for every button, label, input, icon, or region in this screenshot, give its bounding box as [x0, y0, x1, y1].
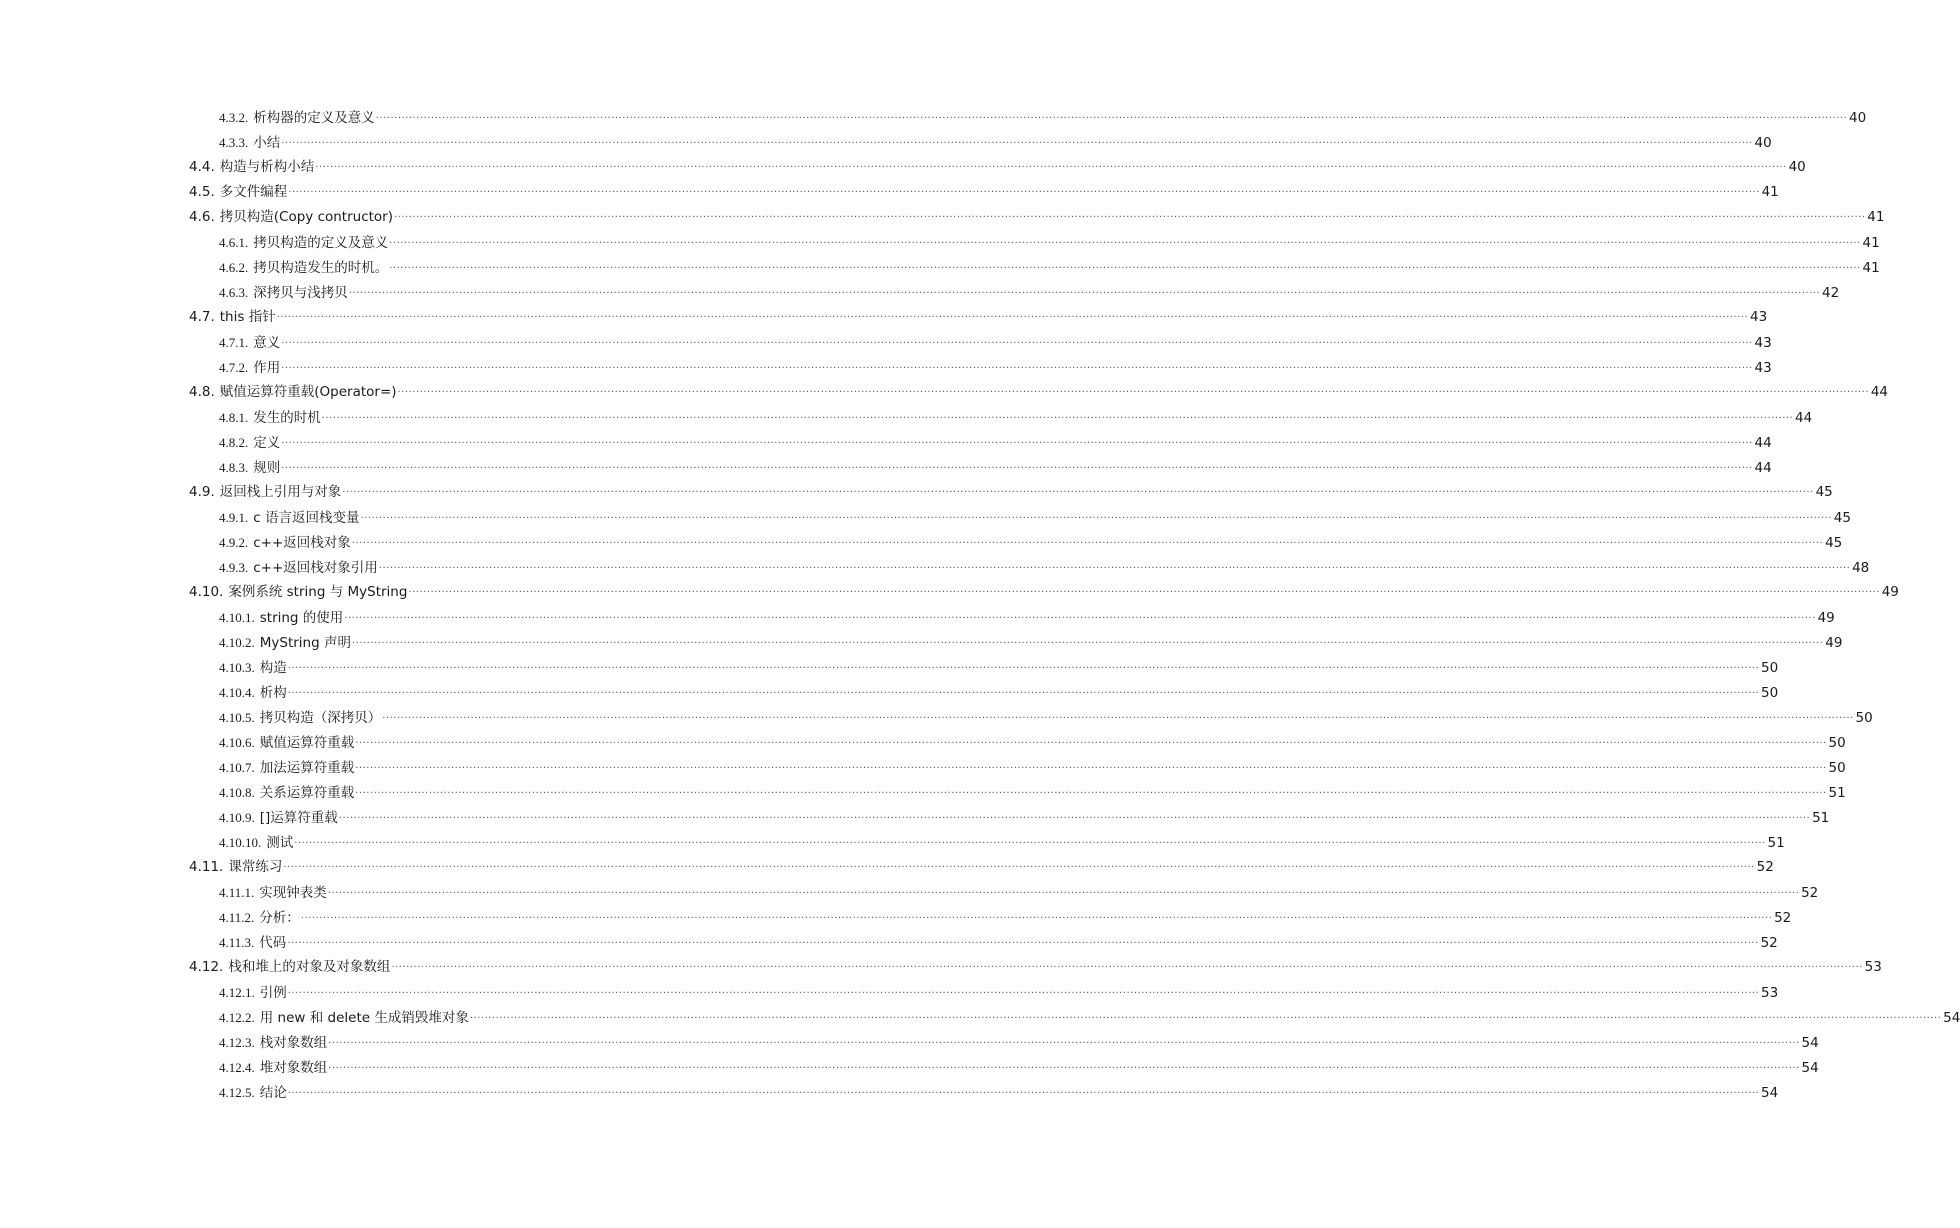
toc-page-number: 42 — [1822, 285, 1840, 301]
toc-entry-number: 4.10.5. — [219, 710, 255, 725]
toc-entry[interactable] — [0, 755, 1846, 780]
toc-dot-leader: ················································································································································································································································································································································································································ — [344, 613, 1816, 624]
toc-entry-title: 赋值运算符重载(Operator=) — [219, 384, 397, 400]
toc-dot-leader: ················································································································································································································································································································································································································ — [469, 1013, 1942, 1024]
toc-page-number: 54 — [1943, 1010, 1960, 1026]
toc-dot-leader: ················································································································································································································································································································································································································ — [394, 212, 1866, 223]
toc-entry[interactable] — [0, 655, 1779, 680]
toc-page-number: 40 — [1788, 159, 1806, 175]
toc-entry-number: 4.9.1. — [219, 510, 249, 525]
toc-entry-body — [223, 855, 1773, 881]
toc-dot-leader: ················································································································································································································································································································································································································ — [342, 487, 1814, 498]
toc-entry-title: 构造与析构小结 — [219, 159, 315, 175]
toc-dot-leader: ················································································································································································································································································································································································································ — [287, 663, 1760, 674]
toc-entry-body — [248, 131, 1771, 157]
toc-entry-number: 4.7.2. — [219, 360, 249, 375]
toc-dot-leader: ················································································································································································································································································································································································································ — [382, 713, 1854, 724]
toc-dot-leader: ················································································································································································································································································································································································································ — [283, 862, 1755, 873]
toc-entry-number: 4.12.5. — [219, 1085, 255, 1100]
toc-entry-number: 4.4. — [189, 159, 215, 175]
toc-dot-leader: ················································································································································································································································································································································································································ — [288, 187, 1760, 198]
toc-entry-body — [248, 331, 1771, 357]
toc-entry[interactable] — [0, 1080, 1779, 1105]
toc-dot-leader: ················································································································································································································································································································································································································ — [281, 463, 1753, 474]
toc-entry[interactable] — [0, 430, 1772, 455]
toc-page-number: 44 — [1870, 384, 1889, 400]
toc-page-number: 51 — [1828, 785, 1846, 801]
toc-entry-title: 栈对象数组 — [259, 1035, 328, 1051]
toc-entry-number: 4.10.6. — [219, 735, 255, 750]
toc-page-number: 50 — [1761, 660, 1779, 676]
toc-entry-title: 析构器的定义及意义 — [253, 110, 375, 126]
toc-dot-leader: ················································································································································································································································································································································································································ — [378, 563, 1851, 574]
toc-entry-body — [254, 906, 1791, 932]
toc-entry-title: 拷贝构造发生的时机。 — [253, 260, 389, 276]
toc-entry[interactable] — [0, 405, 1813, 430]
toc-entry-body — [248, 356, 1771, 382]
toc-dot-leader: ················································································································································································································································································································································································································ — [375, 113, 1848, 124]
toc-entry[interactable] — [0, 505, 1851, 530]
toc-entry-title: 小结 — [253, 135, 281, 151]
toc-entry-number: 4.10.2. — [219, 635, 255, 650]
toc-page-number: 52 — [1774, 910, 1792, 926]
toc-entry-number: 4.10.10. — [219, 835, 262, 850]
toc-entry[interactable] — [0, 230, 1880, 255]
toc-entry[interactable] — [0, 580, 1899, 605]
toc-dot-leader: ················································································································································································································································································································································································································ — [355, 738, 1827, 749]
toc-page-number: 53 — [1761, 985, 1779, 1001]
toc-page-number: 43 — [1750, 309, 1768, 325]
toc-entry[interactable] — [0, 855, 1774, 880]
toc-entry[interactable] — [0, 330, 1772, 355]
toc-entry-title: 析构 — [259, 685, 287, 701]
toc-dot-leader: ················································································································································································································································································································································································································ — [397, 387, 1870, 398]
toc-entry-number: 4.7.1. — [219, 335, 249, 350]
toc-page-number: 44 — [1754, 460, 1772, 476]
toc-entry[interactable] — [0, 1030, 1819, 1055]
toc-entry-body — [255, 756, 1846, 782]
toc-entry-number: 4.12.2. — [219, 1010, 255, 1025]
toc-dot-leader: ················································································································································································································································································································································································································ — [408, 587, 1880, 598]
toc-dot-leader: ················································································································································································································································································································································································································ — [351, 538, 1824, 549]
toc-entry-body — [255, 606, 1835, 632]
toc-entry-title: c 语言返回栈变量 — [253, 510, 360, 526]
toc-entry[interactable] — [0, 830, 1785, 855]
toc-entry-number: 4.5. — [189, 184, 215, 200]
toc-entry[interactable] — [0, 905, 1792, 930]
toc-entry-number: 4.9.2. — [219, 535, 249, 550]
toc-entry-title: 课常练习 — [228, 859, 283, 875]
toc-entry[interactable] — [0, 155, 1806, 180]
toc-entry-body — [215, 380, 1888, 406]
toc-entry[interactable] — [0, 255, 1880, 280]
toc-entry[interactable] — [0, 130, 1772, 155]
toc-page-number: 54 — [1801, 1035, 1819, 1051]
toc-entry[interactable] — [0, 305, 1768, 330]
toc-entry-number: 4.9. — [189, 484, 215, 500]
toc-entry-body — [248, 556, 1869, 582]
toc-entry-title: 深拷贝与浅拷贝 — [253, 285, 348, 301]
toc-entry-title: 构造 — [259, 660, 287, 676]
toc-entry[interactable] — [0, 880, 1819, 905]
toc-entry-body — [255, 656, 1778, 682]
toc-entry-number: 4.9.3. — [219, 560, 249, 575]
toc-entry-number: 4.8.2. — [219, 435, 249, 450]
toc-entry-body — [255, 681, 1778, 707]
toc-entry[interactable] — [0, 530, 1843, 555]
toc-entry-body — [261, 831, 1784, 857]
toc-entry-title: 关系运算符重载 — [259, 785, 355, 801]
toc-entry-title: 意义 — [253, 335, 281, 351]
toc-entry-title: this 指针 — [219, 309, 276, 325]
toc-entry-title: 用 new 和 delete 生成销毁堆对象 — [259, 1010, 469, 1026]
toc-entry-title: []运算符重载 — [259, 810, 338, 826]
toc-entry-title: 结论 — [259, 1085, 287, 1101]
toc-entry-body — [215, 205, 1885, 231]
toc-page-number: 40 — [1849, 110, 1867, 126]
toc-entry-body — [215, 305, 1767, 331]
toc-entry-number: 4.8. — [189, 384, 215, 400]
toc-entry-body — [255, 1031, 1819, 1057]
toc-entry-number: 4.10.3. — [219, 660, 255, 675]
toc-entry-number: 4.8.3. — [219, 460, 249, 475]
toc-entry-body — [248, 256, 1879, 282]
toc-entry-title: 规则 — [253, 460, 281, 476]
toc-entry-title: 分析： — [259, 910, 300, 926]
toc-entry-number: 4.6. — [189, 209, 215, 225]
toc-entry-title: 定义 — [253, 435, 281, 451]
toc-entry-title: c++返回栈对象 — [253, 535, 351, 551]
toc-page-number: 50 — [1855, 710, 1873, 726]
toc-entry[interactable] — [0, 355, 1772, 380]
toc-entry-title: 拷贝构造的定义及意义 — [253, 235, 389, 251]
toc-entry-number: 4.11. — [189, 859, 224, 875]
toc-entry-number: 4.11.3. — [219, 935, 255, 950]
toc-entry-number: 4.12.1. — [219, 985, 255, 1000]
toc-page-number: 40 — [1754, 135, 1772, 151]
toc-entry-body — [254, 931, 1777, 957]
toc-entry[interactable] — [0, 205, 1885, 230]
toc-page-number: 50 — [1828, 760, 1846, 776]
toc-entry-body — [255, 981, 1778, 1007]
toc-entry-title: 测试 — [266, 835, 294, 851]
toc-entry[interactable] — [0, 280, 1840, 305]
toc-entry[interactable] — [0, 955, 1882, 980]
toc-entry[interactable] — [0, 805, 1830, 830]
toc-dot-leader: ················································································································································································································································································································································································································ — [281, 363, 1753, 374]
toc-entry-number: 4.10. — [189, 584, 224, 600]
toc-dot-leader: ················································································································································································································································································································································································································ — [389, 263, 1861, 274]
toc-entry-number: 4.12.4. — [219, 1060, 255, 1075]
toc-entry-body — [255, 1006, 1960, 1032]
toc-page-number: 50 — [1828, 735, 1846, 751]
toc-entry-body — [248, 406, 1812, 432]
toc-dot-leader: ················································································································································································································································································································································································································ — [355, 763, 1827, 774]
toc-page-number: 53 — [1864, 959, 1882, 975]
toc-entry-number: 4.6.1. — [219, 235, 249, 250]
toc-page-number: 45 — [1815, 484, 1833, 500]
toc-entry-number: 4.10.9. — [219, 810, 255, 825]
toc-entry-number: 4.6.3. — [219, 285, 249, 300]
toc-entry-number: 4.10.1. — [219, 610, 255, 625]
toc-entry-body — [248, 106, 1866, 132]
toc-entry-body — [223, 580, 1899, 606]
toc-dot-leader: ················································································································································································································································································································································································································ — [281, 138, 1753, 149]
toc-page-number: 41 — [1761, 184, 1779, 200]
toc-dot-leader: ················································································································································································································································································································································································································ — [391, 962, 1863, 973]
toc-dot-leader: ················································································································································································································································································································································································································ — [389, 238, 1861, 249]
toc-entry[interactable] — [0, 730, 1846, 755]
toc-dot-leader: ················································································································································································································································································································································································································ — [355, 788, 1827, 799]
toc-dot-leader: ················································································································································································································································································································································································································ — [287, 988, 1760, 999]
toc-page-number: 49 — [1825, 635, 1843, 651]
toc-page-number: 45 — [1833, 510, 1851, 526]
toc-dot-leader: ················································································································································································································································································································································································································ — [294, 838, 1766, 849]
toc-page-number: 44 — [1754, 435, 1772, 451]
toc-entry-body — [255, 631, 1843, 657]
toc-entry[interactable] — [0, 105, 1867, 130]
toc-entry[interactable] — [0, 605, 1835, 630]
toc-entry-title: 引例 — [259, 985, 287, 1001]
toc-entry[interactable] — [0, 180, 1779, 205]
toc-page-number: 52 — [1760, 935, 1778, 951]
toc-page-number: 50 — [1761, 685, 1779, 701]
toc-entry-body — [255, 806, 1830, 832]
toc-page-number: 51 — [1767, 835, 1785, 851]
toc-entry-body — [223, 955, 1881, 981]
toc-page-number: 51 — [1812, 810, 1830, 826]
toc-entry-number: 4.12. — [189, 959, 224, 975]
toc-entry-title: 堆对象数组 — [259, 1060, 328, 1076]
toc-entry-number: 4.3.3. — [219, 135, 249, 150]
toc-page-number: 54 — [1801, 1060, 1819, 1076]
toc-entry[interactable] — [0, 455, 1772, 480]
toc-entry-title: c++返回栈对象引用 — [253, 560, 378, 576]
toc-dot-leader: ················································································································································································································································································································································································································ — [287, 688, 1760, 699]
toc-entry-number: 4.12.3. — [219, 1035, 255, 1050]
toc-entry[interactable] — [0, 980, 1779, 1005]
toc-page-number: 41 — [1867, 209, 1885, 225]
toc-page-number: 44 — [1795, 410, 1813, 426]
toc-entry-title: 栈和堆上的对象及对象数组 — [228, 959, 391, 975]
toc-entry-body — [248, 431, 1771, 457]
toc-entry-number: 4.10.4. — [219, 685, 255, 700]
toc-entry[interactable] — [0, 380, 1889, 405]
toc-entry-body — [255, 781, 1846, 807]
toc-dot-leader: ················································································································································································································································································································································································································ — [351, 638, 1824, 649]
toc-entry-number: 4.11.1. — [219, 885, 255, 900]
toc-entry[interactable] — [0, 1005, 1960, 1030]
toc-entry-body — [248, 456, 1771, 482]
toc-entry[interactable] — [0, 780, 1846, 805]
toc-entry-title: 拷贝构造(Copy contructor) — [219, 209, 393, 225]
toc-entry-title: MyString 声明 — [259, 635, 351, 651]
toc-entry-title: 发生的时机 — [253, 410, 321, 426]
toc-entry-title: 作用 — [253, 360, 281, 376]
toc-entry-number: 4.6.2. — [219, 260, 249, 275]
toc-entry-body — [248, 231, 1879, 257]
toc-page-number: 41 — [1862, 235, 1880, 251]
toc-entry[interactable] — [0, 680, 1779, 705]
toc-entry-body — [215, 155, 1806, 181]
toc-entry-title: 实现钟表类 — [259, 885, 327, 901]
toc-entry-body — [248, 281, 1839, 307]
toc-page-number: 45 — [1825, 535, 1843, 551]
toc-entry-number: 4.10.7. — [219, 760, 255, 775]
table-of-contents — [0, 105, 1960, 1105]
toc-entry-body — [254, 881, 1818, 907]
toc-page-number: 43 — [1754, 335, 1772, 351]
toc-dot-leader: ················································································································································································································································································································································································································ — [281, 438, 1753, 449]
toc-dot-leader: ················································································································································································································································································································································································································ — [287, 1088, 1760, 1099]
toc-entry-title: string 的使用 — [259, 610, 344, 626]
toc-entry-body — [215, 480, 1833, 506]
toc-dot-leader: ················································································································································································································································································································································································································ — [287, 938, 1759, 949]
toc-entry[interactable] — [0, 705, 1873, 730]
toc-dot-leader: ················································································································································································································································································································································································································ — [281, 338, 1753, 349]
toc-entry-body — [255, 1081, 1778, 1107]
toc-entry-title: 加法运算符重载 — [259, 760, 355, 776]
toc-dot-leader: ················································································································································································································································································································································································································ — [276, 312, 1749, 323]
toc-entry-number: 4.10.8. — [219, 785, 255, 800]
toc-entry-number: 4.11.2. — [219, 910, 255, 925]
toc-page-number: 41 — [1862, 260, 1880, 276]
toc-page-number: 49 — [1817, 610, 1835, 626]
toc-entry-title: 返回栈上引用与对象 — [219, 484, 342, 500]
toc-entry-body — [248, 531, 1842, 557]
toc-dot-leader: ················································································································································································································································································································································································································ — [338, 813, 1811, 824]
toc-entry-title: 赋值运算符重载 — [259, 735, 355, 751]
toc-entry-number: 4.3.2. — [219, 110, 249, 125]
toc-entry[interactable] — [0, 480, 1833, 505]
toc-entry-body — [255, 731, 1846, 757]
toc-entry[interactable] — [0, 630, 1843, 655]
toc-dot-leader: ················································································································································································································································································································································································································ — [328, 1038, 1800, 1049]
toc-entry-number: 4.8.1. — [219, 410, 249, 425]
toc-page-number: 52 — [1756, 859, 1774, 875]
toc-dot-leader: ················································································································································································································································································································································································································ — [321, 413, 1794, 424]
toc-entry-body — [255, 706, 1873, 732]
toc-entry-title: 多文件编程 — [219, 184, 288, 200]
toc-entry-body — [248, 506, 1851, 532]
toc-entry-title: 案例系统 string 与 MyString — [228, 584, 408, 600]
toc-entry-body — [215, 180, 1779, 206]
toc-page-number: 43 — [1754, 360, 1772, 376]
toc-dot-leader: ················································································································································································································································································································································································································ — [328, 1063, 1800, 1074]
toc-dot-leader: ················································································································································································································································································································································································································ — [327, 888, 1800, 899]
toc-entry-number: 4.7. — [189, 309, 215, 325]
toc-entry[interactable] — [0, 555, 1870, 580]
toc-entry[interactable] — [0, 1055, 1819, 1080]
toc-dot-leader: ················································································································································································································································································································································································································ — [360, 513, 1832, 524]
toc-page-number: 52 — [1801, 885, 1819, 901]
toc-dot-leader: ················································································································································································································································································································································································································ — [348, 288, 1821, 299]
toc-dot-leader: ················································································································································································································································································································································································································ — [300, 913, 1773, 924]
toc-page-number: 49 — [1881, 584, 1899, 600]
toc-page-number: 48 — [1852, 560, 1870, 576]
toc-entry-title: 代码 — [259, 935, 287, 951]
toc-page-number: 54 — [1761, 1085, 1779, 1101]
toc-entry[interactable] — [0, 930, 1778, 955]
toc-dot-leader: ················································································································································································································································································································································································································ — [315, 162, 1787, 173]
toc-entry-body — [255, 1056, 1819, 1082]
toc-entry-title: 拷贝构造（深拷贝） — [259, 710, 382, 726]
